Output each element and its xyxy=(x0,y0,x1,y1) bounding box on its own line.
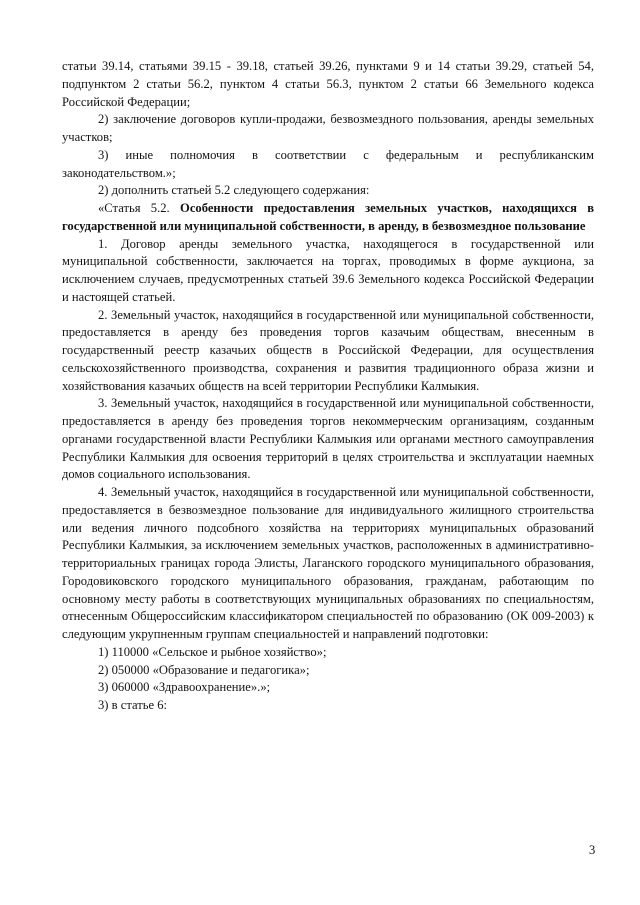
paragraph-continuation: статьи 39.14, статьями 39.15 - 39.18, статьей 39.26, пунктами 9 и 14 статьи 39.29, статьей 54, подпунктом 2 статьи 56.2, пунктом 4 статьи 56.3, пунктом 2 статьи 66 Земельного кодекса Российской Федерации; xyxy=(62,59,594,109)
article-number: «Статья 5.2. xyxy=(98,201,181,215)
paragraph-item-3: 3) иные полномочия в соответствии с федеральным и республиканским законодательством.»; xyxy=(62,147,594,180)
list-item: 1) 110000 «Сельское и рыбное хозяйство»; xyxy=(98,644,327,659)
article-clause-1: 1. Договор аренды земельного участка, находящегося в государственной или муниципальной собственности, заключается на торгах, проводимых в форме аукциона, за исключением случаев, предусмотренных статьей 39.6 Земельного кодекса Российской Федерации и настоящей статьей. xyxy=(62,236,594,304)
article-title: Особенности предоставления земельных участков, находящихся в государственной или муниципальной собственности, в аренду, в безвозмездное пользование xyxy=(62,201,594,233)
article-clause-4: 4. Земельный участок, находящийся в государственной или муниципальной собственности, предоставляется в безвозмездное пользование для индивидуального жилищного строительства или ведения личного подсобного хозяйства на территориях муниципальных образований Республики Калмыкия, за исключением земельных участков, расположенных в административно-территориальных границах города Элисты, Лаганского городского муниципального образования, Городовиковского городского муниципального образования, гражданам, работающим по основному месту работы в соответствующих муниципальных образованиях по специальностям, отнесенным Общероссийским классификатором специальностей по образованию (ОК 009-2003) к следующим укрупненным группам специальностей и направлений подготовки: xyxy=(62,485,594,641)
paragraph-item-2: 2) заключение договоров купли-продажи, безвозмездного пользования, аренды земельных участков; xyxy=(62,112,594,144)
list-item: 2) 050000 «Образование и педагогика»; xyxy=(98,662,310,677)
document-body xyxy=(62,58,594,715)
list-item: 3) в статье 6: xyxy=(98,698,168,712)
article-clause-3: 3. Земельный участок, находящийся в государственной или муниципальной собственности, предоставляется в аренду без проведения торгов некоммерческим организациям, созданным органами государственной власти Республики Калмыкия или органами местного самоуправления Республики Калмыкия для освоения территорий в целях строительства и эксплуатации наемных домов социального использования. xyxy=(62,396,594,482)
article-clause-2: 2. Земельный участок, находящийся в государственной или муниципальной собственности, предоставляется в аренду без проведения торгов казачьим обществам, внесенным в государственный реестр казачьих обществ в Российской Федерации, для осуществления сельскохозяйственного производства, сохранения и развития традиционного образа жизни и хозяйствования казачьих обществ на всей территории Республики Калмыкия. xyxy=(62,307,594,393)
paragraph-amendment-intro: 2) дополнить статьей 5.2 следующего содержания: xyxy=(98,183,370,198)
list-item: 3) 060000 «Здравоохранение».»; xyxy=(98,680,271,695)
article-heading xyxy=(62,200,594,236)
page-number: 3 xyxy=(589,843,596,857)
